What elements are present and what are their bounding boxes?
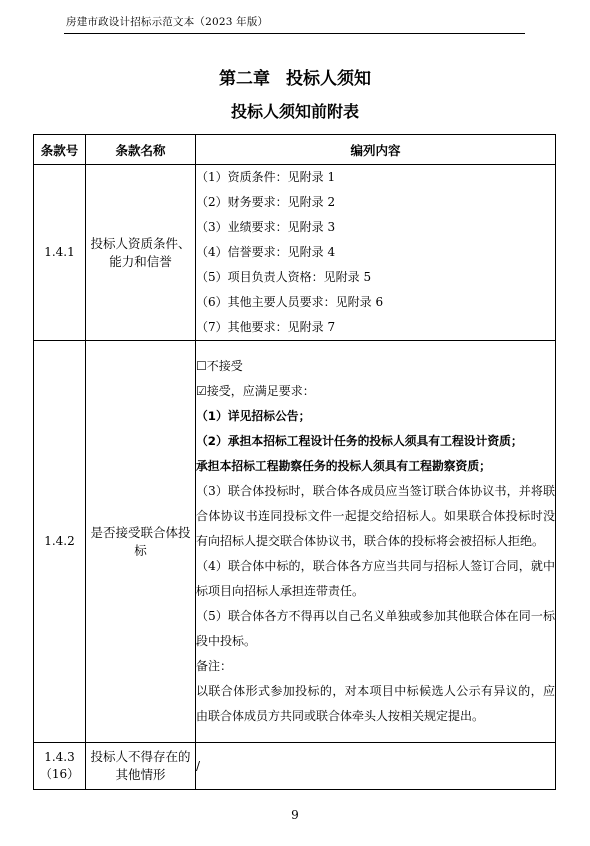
table-title: 投标人须知前附表 (230, 102, 359, 121)
clause-name: 投标人不得存在的其他情形 (86, 743, 196, 790)
option-accepted: ☑接受，应满足要求： (196, 384, 315, 398)
note-text: 以联合体形式参加投标的，对本项目中标候选人公示有异议的，应由联合体成员方共同或联合体牵头人按相关规定提出。 (196, 684, 555, 723)
clause-name: 投标人资质条件、能力和信誉 (86, 165, 196, 341)
content-line: （6）其他主要人员要求：见附录 6 (196, 295, 384, 309)
clause-no: 1.4.2 (34, 341, 86, 743)
col-header-content: 编列内容 (196, 135, 556, 165)
requirement-2b: 承担本招标工程勘察任务的投标人须具有工程勘察资质； (196, 459, 491, 473)
col-header-clause-no: 条款号 (34, 135, 86, 165)
clause-name: 是否接受联合体投标 (86, 341, 196, 743)
clause-no (34, 743, 86, 790)
bidder-instructions-table (33, 134, 556, 790)
requirement-5: （5）联合体各方不得再以自己名义单独或参加其他联合体在同一标段中投标。 (196, 609, 555, 648)
table-header-row (34, 135, 556, 165)
clause-no-line: 1.4.3 (44, 750, 75, 764)
content-line: （4）信誉要求：见附录 4 (196, 245, 336, 259)
requirement-1: （1）详见招标公告； (196, 409, 311, 423)
table-row (34, 743, 556, 790)
content-line: （1）资质条件：见附录 1 (196, 170, 336, 184)
page-number: 9 (291, 808, 299, 822)
table-row (34, 165, 556, 341)
clause-content (196, 165, 556, 341)
clause-no-line: （16） (39, 767, 80, 781)
clause-content: / (196, 743, 556, 790)
header-rule (64, 33, 525, 34)
chapter-title: 第二章 投标人须知 (219, 69, 371, 89)
requirement-3: （3）联合体投标时，联合体各成员应当签订联合体协议书，并将联合体协议书连同投标文件一起提交给招标人。如果联合体投标时没有向招标人提交联合体协议书，联合体的投标将会被招标人拒绝。 (196, 484, 555, 548)
content-line: （2）财务要求：见附录 2 (196, 195, 336, 209)
col-header-clause-name: 条款名称 (86, 135, 196, 165)
content-line: （3）业绩要求：见附录 3 (196, 220, 336, 234)
content-line: （5）项目负责人资格：见附录 5 (196, 270, 372, 284)
table-row (34, 341, 556, 743)
requirement-4: （4）联合体中标的，联合体各方应当共同与招标人签订合同，就中标项目向招标人承担连带责任。 (196, 559, 555, 598)
content-line: （7）其他要求：见附录 7 (196, 320, 336, 334)
option-not-accepted: ☐不接受 (196, 359, 243, 373)
requirement-2a: （2）承担本招标工程设计任务的投标人须具有工程设计资质； (196, 434, 523, 448)
clause-no: 1.4.1 (34, 165, 86, 341)
note-label: 备注： (196, 659, 233, 673)
clause-content (196, 341, 556, 743)
running-header: 房建市政设计招标示范文本（2023 年版） (66, 16, 269, 28)
